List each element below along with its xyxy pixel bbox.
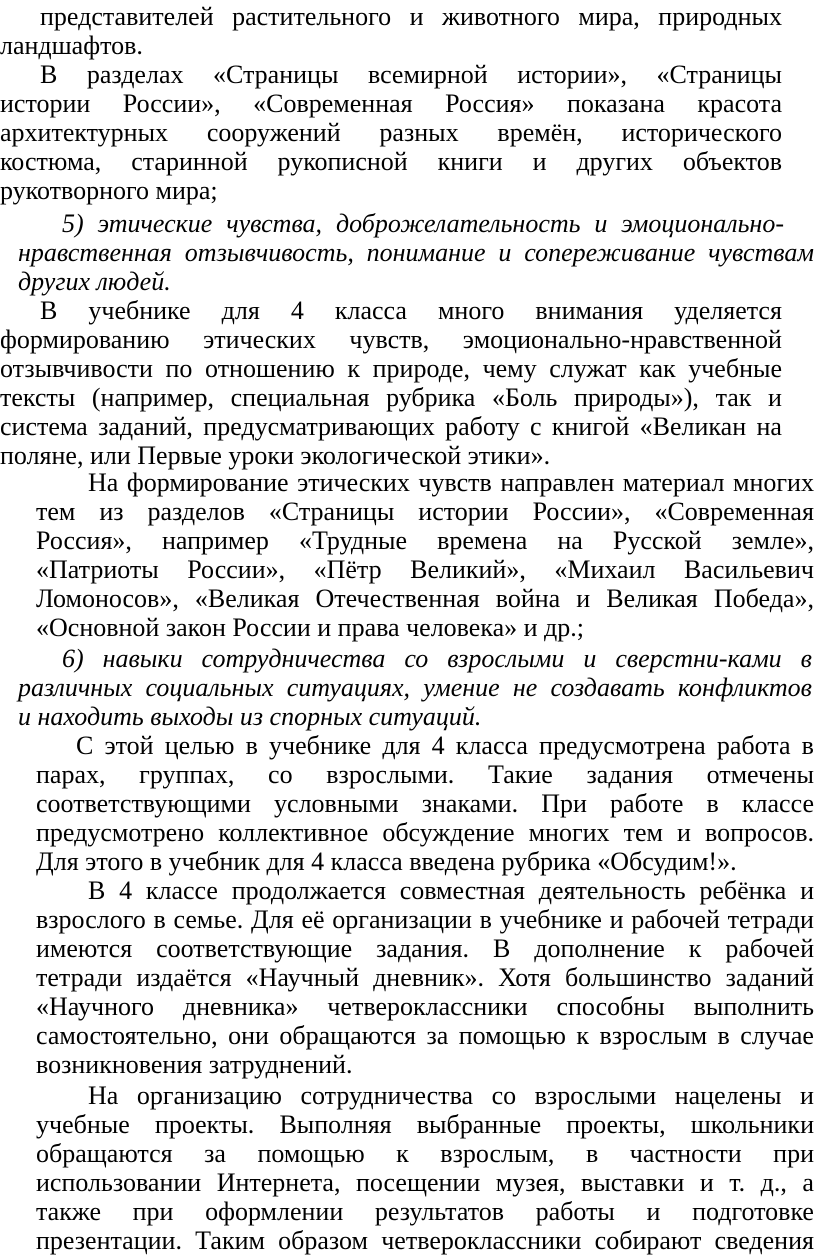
text-line: имеются соответствующие задания. В дополнение к рабочей [36, 934, 814, 963]
text-line: архитектурных сооружений разных времён, исторического [0, 118, 782, 147]
text-line: учебные проекты. Выполняя выбранные проекты, школьники [36, 1110, 814, 1139]
text-line: самостоятельно, они обращаются за помощью к взрослым в случае [36, 1021, 814, 1050]
text-line: На формирование этических чувств направлен материал многих [88, 468, 814, 497]
text-line: «Научного дневника» четвероклассники способны выполнить [36, 992, 814, 1021]
text-line: система заданий, предусматривающих работу с книгой «Великан на [0, 412, 782, 441]
text-line: формированию этических чувств, эмоционально-нравственной [0, 325, 782, 354]
text-line: поляне, или Первые уроки экологической этики». [0, 441, 551, 470]
text-line: использовании Интернета, посещении музея, выставки и т. д., а [36, 1168, 814, 1197]
text-line: В учебнике для 4 класса много внимания уделяется [40, 296, 782, 325]
text-line: также при оформлении результатов работы и подготовке [36, 1197, 814, 1226]
text-line: 5) этические чувства, доброжелательность и эмоционально- [62, 209, 784, 238]
text-line: тетради издаётся «Научный дневник». Хотя большинство заданий [36, 963, 814, 992]
text-line: 6) навыки сотрудничества со взрослыми и сверстни-ками в [62, 644, 812, 673]
text-line: истории России», «Современная Россия» показана красота [0, 89, 782, 118]
text-line: взрослого в семье. Для её организации в учебнике и рабочей тетради [36, 905, 814, 934]
text-line: парах, группах, со взрослыми. Такие задания отмечены [36, 760, 814, 789]
text-line: нравственная отзывчивость, понимание и сопереживание чувствам [18, 238, 814, 267]
text-line: отзывчивости по отношению к природе, чему служат как учебные [0, 354, 782, 383]
text-line: Ломоносов», «Великая Отечественная война и Великая Победа», [36, 584, 814, 613]
text-line: «Патриоты России», «Пётр Великий», «Михаил Васильевич [36, 555, 814, 584]
text-line: презентации. Таким образом четвероклассники собирают сведения [36, 1226, 814, 1255]
text-line: различных социальных ситуациях, умение не создавать конфликтов [18, 673, 812, 702]
text-line: представителей растительного и животного мира, природных [40, 2, 782, 31]
text-line: В 4 классе продолжается совместная деятельность ребёнка и [88, 876, 814, 905]
text-line: соответствующими условными знаками. При работе в классе [36, 789, 814, 818]
text-line: На организацию сотрудничества со взрослыми нацелены и [88, 1081, 814, 1110]
text-line: и находить выходы из спорных ситуаций. [18, 702, 482, 731]
text-line: возникновения затруднений. [36, 1050, 353, 1079]
text-line: Для этого в учебник для 4 класса введена рубрика «Обсудим!». [36, 847, 737, 876]
text-line: обращаются за помощью к взрослым, в частности при [36, 1139, 814, 1168]
text-line: предусмотрено коллективное обсуждение многих тем и вопросов. [36, 818, 814, 847]
text-line: «Основной закон России и права человека» и др.; [36, 613, 584, 642]
text-line: ландшафтов. [0, 31, 143, 60]
text-line: других людей. [18, 267, 171, 296]
text-line: тексты (например, специальная рубрика «Боль природы»), так и [0, 383, 782, 412]
text-line: С этой целью в учебнике для 4 класса предусмотрена работа в [76, 731, 814, 760]
text-line: тем из разделов «Страницы истории России», «Современная [36, 497, 814, 526]
text-line: В разделах «Страницы всемирной истории», «Страницы [40, 60, 782, 89]
text-line: Россия», например «Трудные времена на Русской земле», [36, 526, 814, 555]
text-line: костюма, старинной рукописной книги и других объектов [0, 147, 782, 176]
text-line: рукотворного мира; [0, 176, 218, 205]
